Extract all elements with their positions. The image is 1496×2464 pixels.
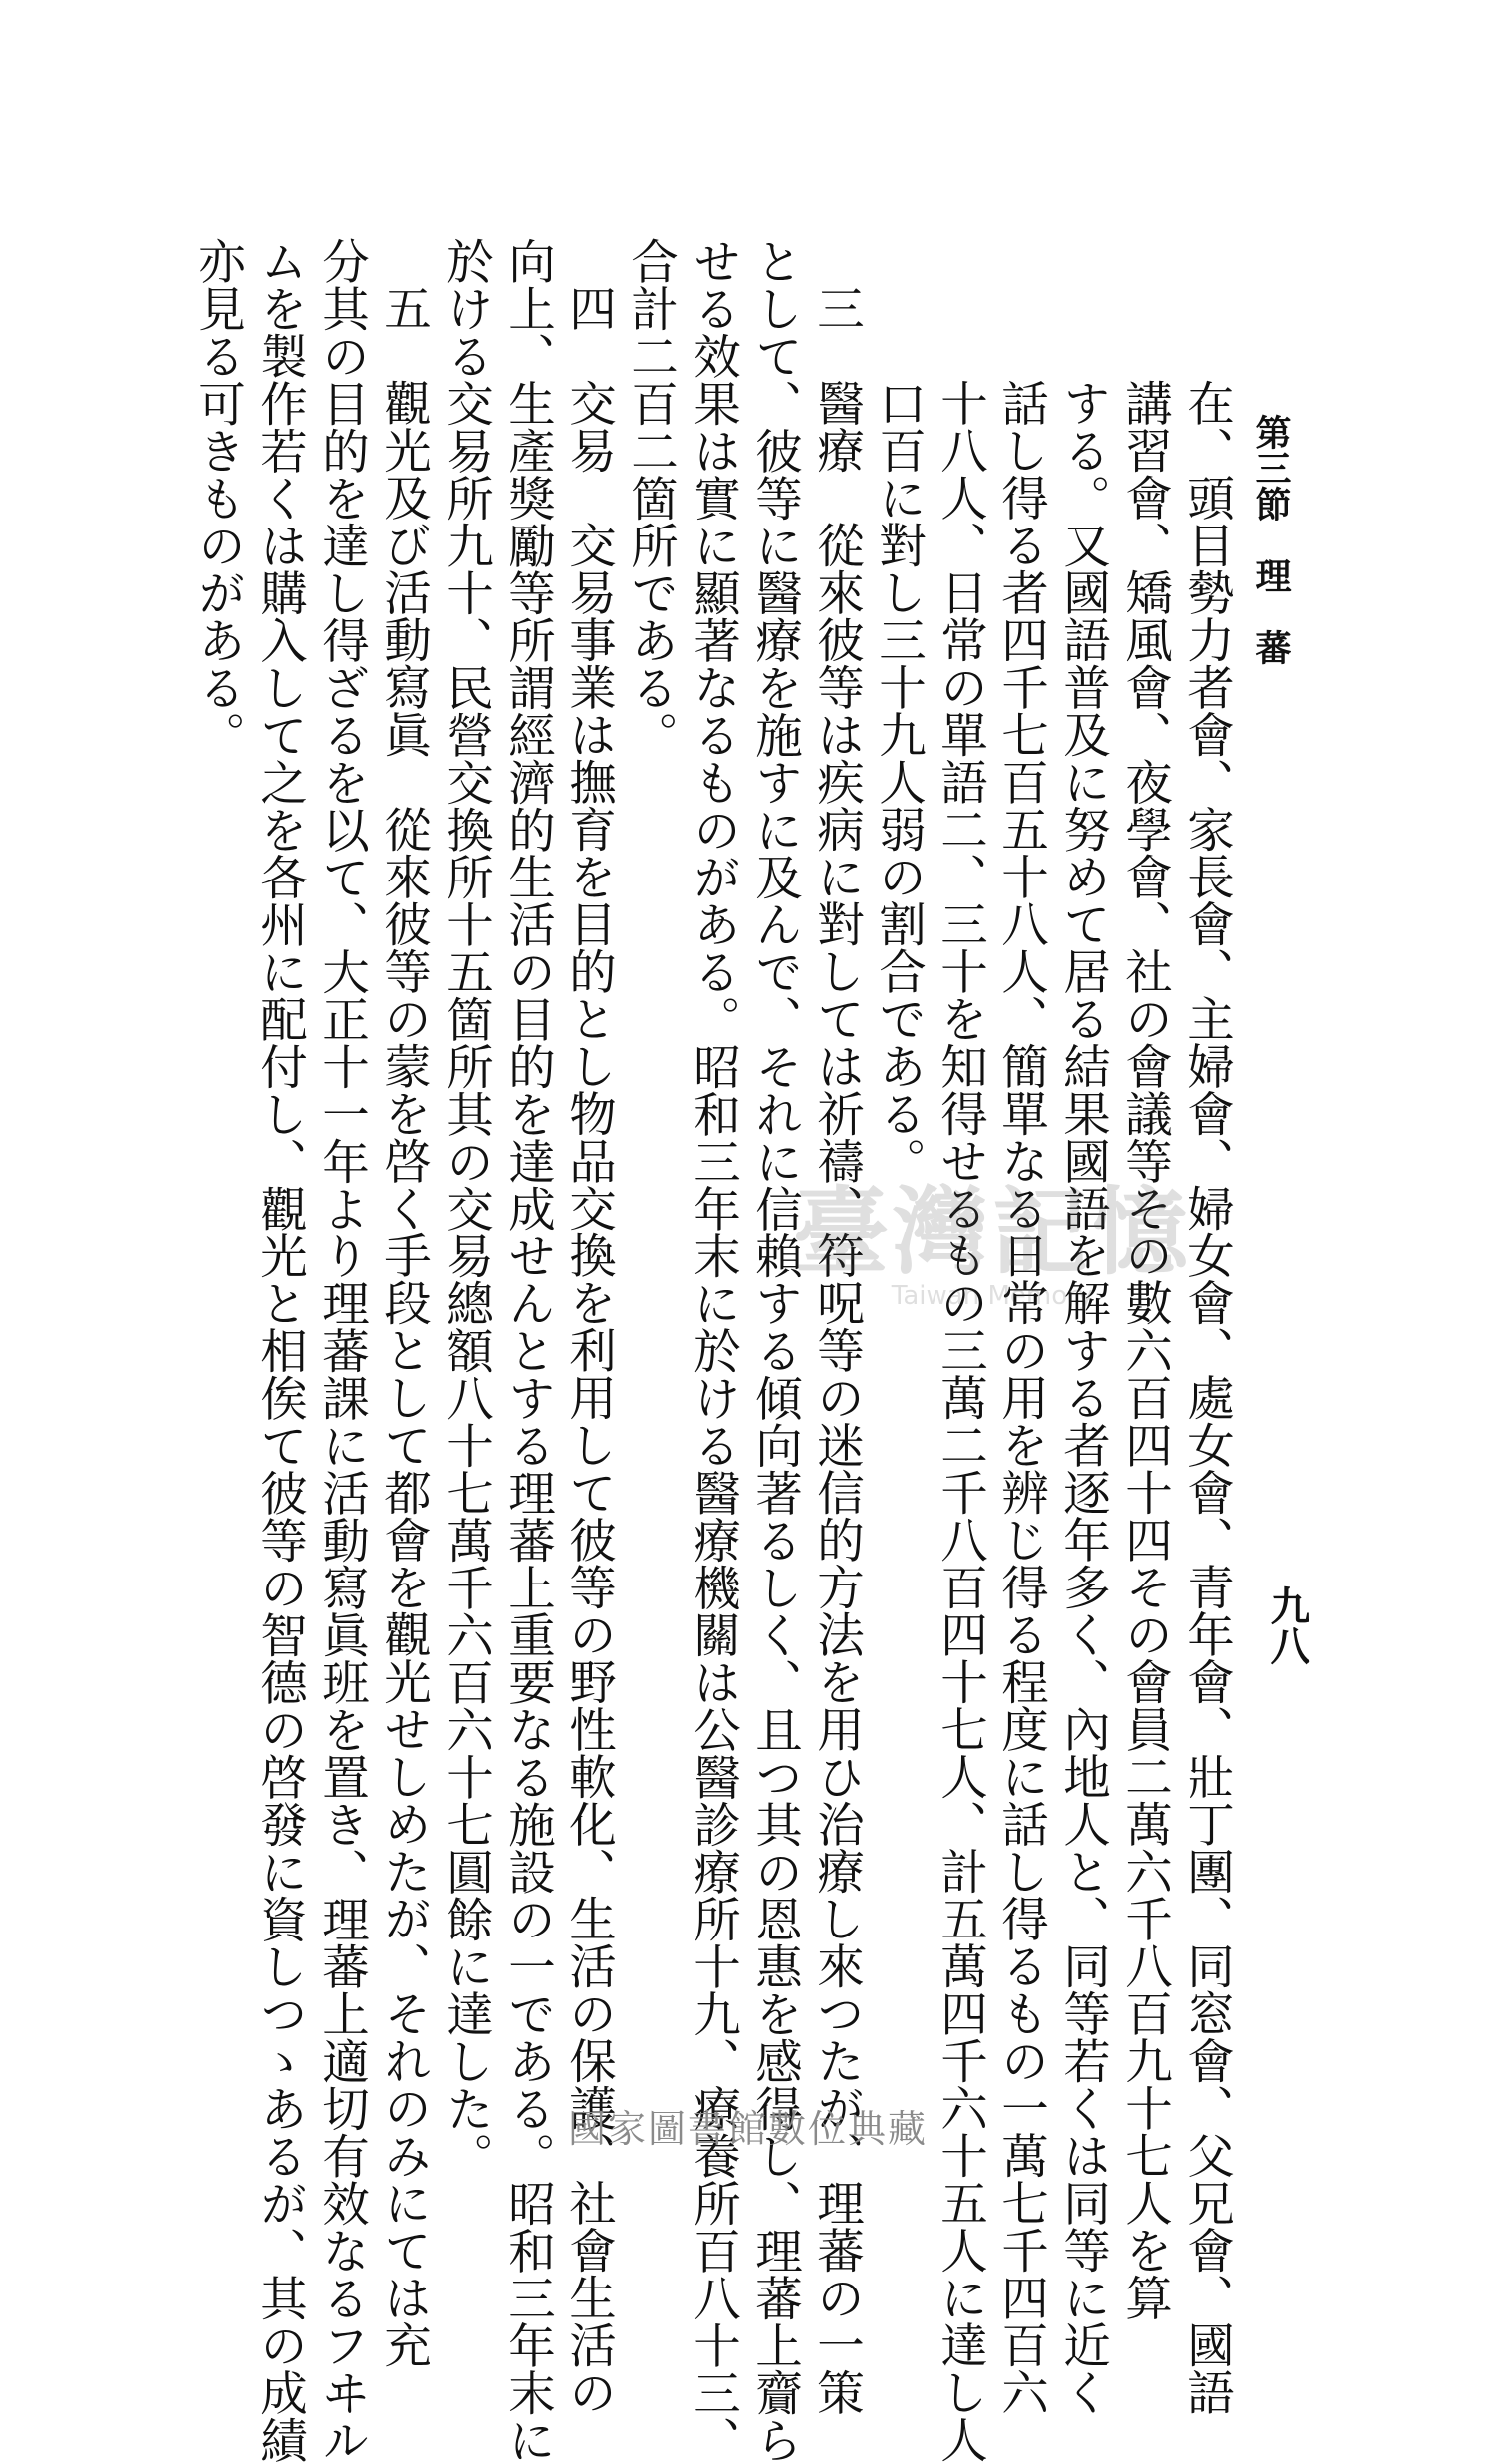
text-column-8: として、彼等に醫療を施すに及んで、それに信賴する傾向著るしく、且つ其の恩惠を感得し、理蕃上齎ら [746, 237, 802, 2464]
text-column-13: 於ける交易所九十、民營交換所十五箇所其の交易總額八十七萬千六百六十七圓餘に達した。 [437, 237, 493, 2180]
watermark-mark: 臺灣記憶 [793, 1176, 1192, 1288]
text-column-15: 分其の目的を達し得ざるを以て、大正十一年より理蕃課に活動寫眞班を置き、理蕃上適切有效なるフヰル [313, 237, 369, 2464]
text-column-4: 話し得る者四千七百五十八人、簡單なる日常の用を辨じ得る程度に話し得るもの一萬七千四百六 [992, 379, 1048, 2416]
text-column-16: ムを製作若くは購入して之を各州に配付し、觀光と相俟て彼等の智德の啓發に資しつゝあるが、其の成績 [251, 237, 307, 2464]
text-column-12: 向上、生產獎勵等所謂經濟的生活の目的を達成せんとする理蕃上重要なる施設の一である。昭和三年末に [499, 237, 555, 2464]
footer-credit: 國家圖書館數位典藏 [567, 2107, 928, 2151]
text-column-1: 在、頭目勢力者會、家長會、主婦會、婦女會、處女會、青年會、壯丁團、同窓會、父兄會、國語 [1178, 379, 1234, 2416]
text-column-5: 十八人、日常の單語二、三十を知得せるもの三萬二千八百四十七人、計五萬四千六十五人に達し人 [932, 379, 987, 2463]
text-column-6: 口百に對し三十九人弱の割合である。 [870, 379, 926, 1185]
text-column-10: 合計二百二箇所である。 [622, 237, 678, 759]
text-column-11-heading-trade: 四 交易 交易事業は撫育を目的とし物品交換を利用して彼等の野性軟化、生活の保護、社會生活の [561, 284, 616, 2416]
text-column-17: 亦見る可きものがある。 [189, 237, 245, 759]
text-column-7-heading-medical: 三 醫療 從來彼等は疾病に對しては祈禱、符呪等の迷信的方法を用ひ治療し來つたが、理蕃の一策 [808, 284, 864, 2416]
text-column-3: する。又國語普及に努めて居る結果國語を解する者逐年多く、內地人と、同等若くは同等に近く [1054, 379, 1110, 2416]
section-title: 第三節 理 蕃 [1250, 414, 1291, 665]
text-column-2: 講習會、矯風會、夜學會、社の會議等その數六百四十四その會員二萬六千八百九十七人を算 [1116, 379, 1172, 2321]
page-number: 九八 [1264, 1585, 1309, 1665]
watermark-latin: Taiwan Memory [891, 1281, 1094, 1311]
text-column-9: せる效果は實に顯著なるものがある。昭和三年末に於ける醫療機關は公醫診療所十九、療養所百八十三、 [684, 237, 740, 2464]
text-column-14-heading-sightseeing: 五 觀光及び活動寫眞 從來彼等の蒙を啓く手段として都會を觀光せしめたが、それのみにては充 [375, 284, 431, 2368]
